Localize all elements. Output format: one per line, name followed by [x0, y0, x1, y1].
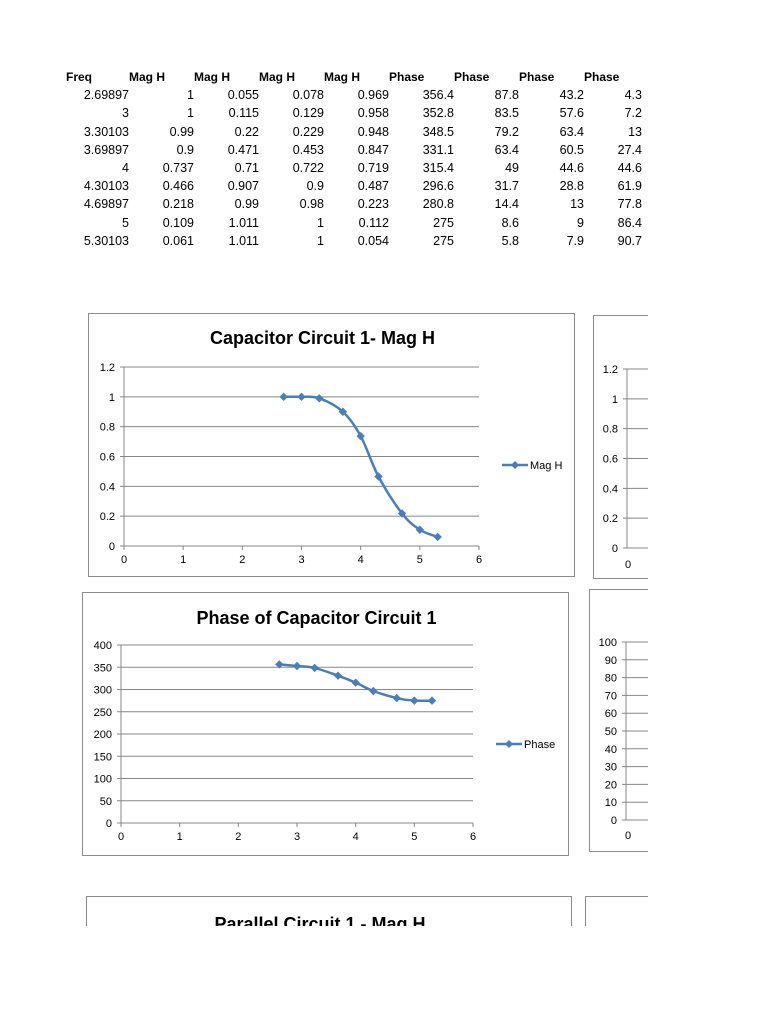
- column-header: Freq: [66, 70, 93, 85]
- data-table: [58, 68, 642, 250]
- y-tick-label: 200: [93, 729, 112, 741]
- legend-label: Phase: [524, 739, 556, 751]
- table-cell: 90.7: [617, 233, 642, 248]
- x-tick-label: 3: [298, 554, 305, 566]
- data-point: [428, 696, 436, 704]
- y-tick-label: 1: [108, 391, 115, 404]
- y-tick-label: 0.6: [99, 451, 115, 464]
- table-cell: 0.99: [234, 197, 259, 212]
- y-tick-label: 90: [604, 654, 617, 667]
- x-tick-label: 0: [624, 559, 632, 571]
- x-tick-label: 0: [117, 831, 125, 843]
- table-cell: 1: [317, 215, 324, 230]
- data-point: [279, 393, 287, 401]
- y-tick-label: 0.4: [602, 483, 618, 496]
- table-row: [58, 195, 642, 213]
- table-cell: 4.30103: [83, 179, 129, 194]
- y-tick-label: 100: [598, 637, 617, 649]
- y-tick-label: 0: [108, 541, 115, 553]
- table-cell: 0.112: [358, 215, 389, 230]
- y-tick-label: 400: [93, 640, 112, 652]
- x-tick-label: 5: [411, 831, 418, 843]
- data-point: [369, 687, 377, 695]
- table-cell: 63.4: [494, 142, 519, 157]
- table-cell: 0.907: [227, 179, 259, 194]
- table-cell: 27.4: [617, 142, 642, 157]
- chart-second-phase-svg: [590, 590, 648, 853]
- x-tick-label: 1: [180, 554, 187, 566]
- table-cell: 0.054: [357, 233, 389, 248]
- y-tick-label: 10: [604, 797, 617, 810]
- table-cell: 0.223: [357, 197, 389, 212]
- chart-capacitor-phase[interactable]: [82, 592, 569, 856]
- table-row: [58, 159, 642, 177]
- table-row: [58, 214, 642, 232]
- data-point: [410, 696, 418, 704]
- y-tick-label: 100: [93, 773, 112, 786]
- chart-second-mag[interactable]: [593, 315, 648, 579]
- x-tick-label: 0: [624, 830, 632, 842]
- table-cell: 275: [433, 215, 454, 230]
- column-header: Phase: [584, 70, 620, 85]
- table-cell: 3.30103: [83, 124, 129, 139]
- table-cell: 315.4: [422, 161, 454, 176]
- x-tick-label: 0: [120, 554, 128, 566]
- table-cell: 43.2: [559, 88, 584, 103]
- y-tick-label: 0: [610, 815, 617, 827]
- table-cell: 0.722: [292, 161, 324, 176]
- table-cell: 0.453: [292, 142, 324, 157]
- table-cell: 0.055: [227, 88, 259, 103]
- table-cell: 5.8: [501, 233, 519, 248]
- chart-parallel-mag[interactable]: [86, 896, 572, 934]
- x-tick-label: 2: [235, 831, 242, 843]
- chart-parallel-second[interactable]: [585, 896, 648, 926]
- table-cell: 86.4: [617, 215, 642, 230]
- table-row: [58, 123, 642, 141]
- chart-capacitor-phase-svg: [83, 593, 570, 857]
- table-cell: 331.1: [422, 142, 454, 157]
- table-cell: 356.4: [422, 88, 454, 103]
- table-cell: 1: [187, 106, 194, 121]
- data-point: [310, 664, 318, 672]
- y-tick-label: 1.2: [602, 364, 618, 376]
- table-cell: 83.5: [494, 106, 519, 121]
- chart-title: Capacitor Circuit 1- Mag H: [209, 328, 436, 348]
- column-header: Mag H: [324, 70, 360, 85]
- column-header: Mag H: [194, 70, 230, 85]
- x-tick-label: 3: [293, 831, 301, 843]
- table-cell: 0.129: [292, 106, 324, 121]
- x-tick-label: 6: [469, 831, 477, 843]
- table-cell: 7.2: [624, 106, 642, 121]
- table-cell: 5: [122, 215, 129, 230]
- chart-title: Parallel Circuit 1 - Mag H: [214, 914, 426, 934]
- table-cell: 0.948: [357, 124, 389, 139]
- table-cell: 0.99: [169, 124, 194, 139]
- table-cell: 0.061: [162, 233, 194, 248]
- table-cell: 1.011: [228, 233, 259, 248]
- table-cell: 60.5: [559, 142, 584, 157]
- x-tick-label: 4: [352, 831, 359, 843]
- table-cell: 0.22: [234, 124, 259, 139]
- table-cell: 275: [433, 233, 454, 248]
- table-header-row: [58, 68, 642, 86]
- table-cell: 1: [187, 88, 194, 103]
- table-cell: 14.4: [494, 197, 519, 212]
- y-tick-label: 1.2: [99, 362, 115, 374]
- table-cell: 8.6: [501, 215, 519, 230]
- table-row: [58, 232, 642, 250]
- y-tick-label: 1: [611, 393, 618, 406]
- y-tick-label: 80: [604, 672, 617, 685]
- legend-marker: [511, 461, 519, 469]
- table-cell: 13: [570, 197, 584, 212]
- data-point: [297, 393, 305, 401]
- table-cell: 0.9: [176, 142, 194, 157]
- table-cell: 296.6: [422, 179, 454, 194]
- table-cell: 0.737: [162, 161, 194, 176]
- x-tick-label: 6: [475, 554, 483, 566]
- table-cell: 0.958: [357, 106, 389, 121]
- table-cell: 0.115: [228, 106, 259, 121]
- y-tick-label: 0.6: [602, 453, 618, 466]
- table-cell: 3: [122, 106, 129, 121]
- table-cell: 1: [317, 233, 324, 248]
- y-tick-label: 0.8: [602, 423, 618, 436]
- y-tick-label: 250: [93, 706, 112, 719]
- y-tick-label: 0: [105, 818, 112, 830]
- table-cell: 1.011: [228, 215, 259, 230]
- table-cell: 280.8: [422, 197, 454, 212]
- table-cell: 3.69897: [83, 142, 129, 157]
- y-tick-label: 60: [604, 708, 617, 721]
- table-cell: 7.9: [566, 233, 584, 248]
- legend-marker: [505, 740, 513, 748]
- data-point: [334, 671, 342, 679]
- x-tick-label: 5: [416, 554, 423, 566]
- table-cell: 57.6: [559, 106, 584, 121]
- table-cell: 0.229: [292, 124, 324, 139]
- y-tick-label: 0.8: [99, 421, 115, 434]
- column-header: Mag H: [259, 70, 295, 85]
- chart-second-phase[interactable]: [589, 589, 648, 852]
- y-tick-label: 0: [611, 543, 618, 555]
- y-tick-label: 300: [93, 684, 112, 697]
- table-cell: 0.719: [357, 161, 389, 176]
- table-cell: 0.71: [234, 161, 259, 176]
- table-cell: 0.487: [357, 179, 389, 194]
- y-tick-label: 50: [604, 726, 617, 738]
- table-cell: 63.4: [559, 124, 584, 139]
- data-point: [392, 694, 400, 702]
- table-cell: 87.8: [494, 88, 519, 103]
- table-cell: 9: [577, 215, 584, 230]
- table-row: [58, 141, 642, 159]
- table-row: [58, 104, 642, 122]
- x-tick-label: 1: [176, 831, 183, 843]
- y-tick-label: 0.2: [99, 511, 115, 524]
- y-tick-label: 0.4: [99, 481, 115, 494]
- table-cell: 31.7: [494, 179, 519, 194]
- table-body: [58, 86, 642, 250]
- table-cell: 4: [122, 161, 129, 176]
- table-cell: 4.3: [624, 88, 642, 103]
- data-point: [433, 533, 441, 541]
- table-cell: 0.9: [306, 179, 324, 194]
- x-tick-label: 2: [239, 554, 246, 566]
- chart-title: Phase of Capacitor Circuit 1: [196, 608, 437, 628]
- data-point: [315, 394, 323, 402]
- table-cell: 4.69897: [83, 197, 129, 212]
- y-tick-label: 30: [604, 761, 617, 774]
- table-cell: 0.98: [299, 197, 324, 212]
- data-point: [293, 662, 301, 670]
- table-cell: 79.2: [494, 124, 519, 139]
- column-header: Phase: [519, 70, 555, 85]
- chart-second-mag-svg: [594, 316, 648, 580]
- table-cell: 49: [505, 161, 519, 176]
- table-row: [58, 177, 642, 195]
- column-header: Phase: [454, 70, 490, 85]
- column-header: Phase: [389, 70, 425, 85]
- y-tick-label: 20: [604, 779, 617, 792]
- table-cell: 13: [628, 124, 642, 139]
- table-cell: 0.466: [162, 179, 194, 194]
- table-cell: 0.218: [162, 197, 194, 212]
- column-header: Mag H: [129, 70, 165, 85]
- x-tick-label: 4: [357, 554, 364, 566]
- chart-capacitor-mag[interactable]: [88, 313, 575, 577]
- table-cell: 0.847: [357, 142, 389, 157]
- table-cell: 44.6: [559, 161, 584, 176]
- chart-capacitor-mag-svg: [89, 314, 576, 578]
- data-point: [351, 678, 359, 686]
- table-cell: 77.8: [617, 197, 642, 212]
- table-cell: 2.69897: [83, 88, 129, 103]
- y-tick-label: 70: [604, 690, 617, 703]
- table-cell: 348.5: [422, 124, 454, 139]
- y-tick-label: 40: [604, 743, 617, 756]
- table-cell: 0.471: [227, 142, 259, 157]
- table-cell: 0.078: [292, 88, 324, 103]
- y-tick-label: 150: [93, 751, 112, 764]
- table-cell: 44.6: [617, 161, 642, 176]
- table-row: [58, 86, 642, 104]
- table-cell: 61.9: [617, 179, 642, 194]
- legend-label: Mag H: [530, 460, 563, 472]
- table-cell: 0.969: [357, 88, 389, 103]
- chart-parallel-mag-svg: [87, 897, 573, 934]
- y-tick-label: 350: [93, 662, 112, 675]
- y-tick-label: 0.2: [602, 513, 618, 526]
- table-cell: 352.8: [422, 106, 454, 121]
- table-cell: 28.8: [559, 179, 584, 194]
- table-cell: 0.109: [162, 215, 194, 230]
- y-tick-label: 50: [99, 795, 112, 808]
- table-cell: 5.30103: [83, 233, 129, 248]
